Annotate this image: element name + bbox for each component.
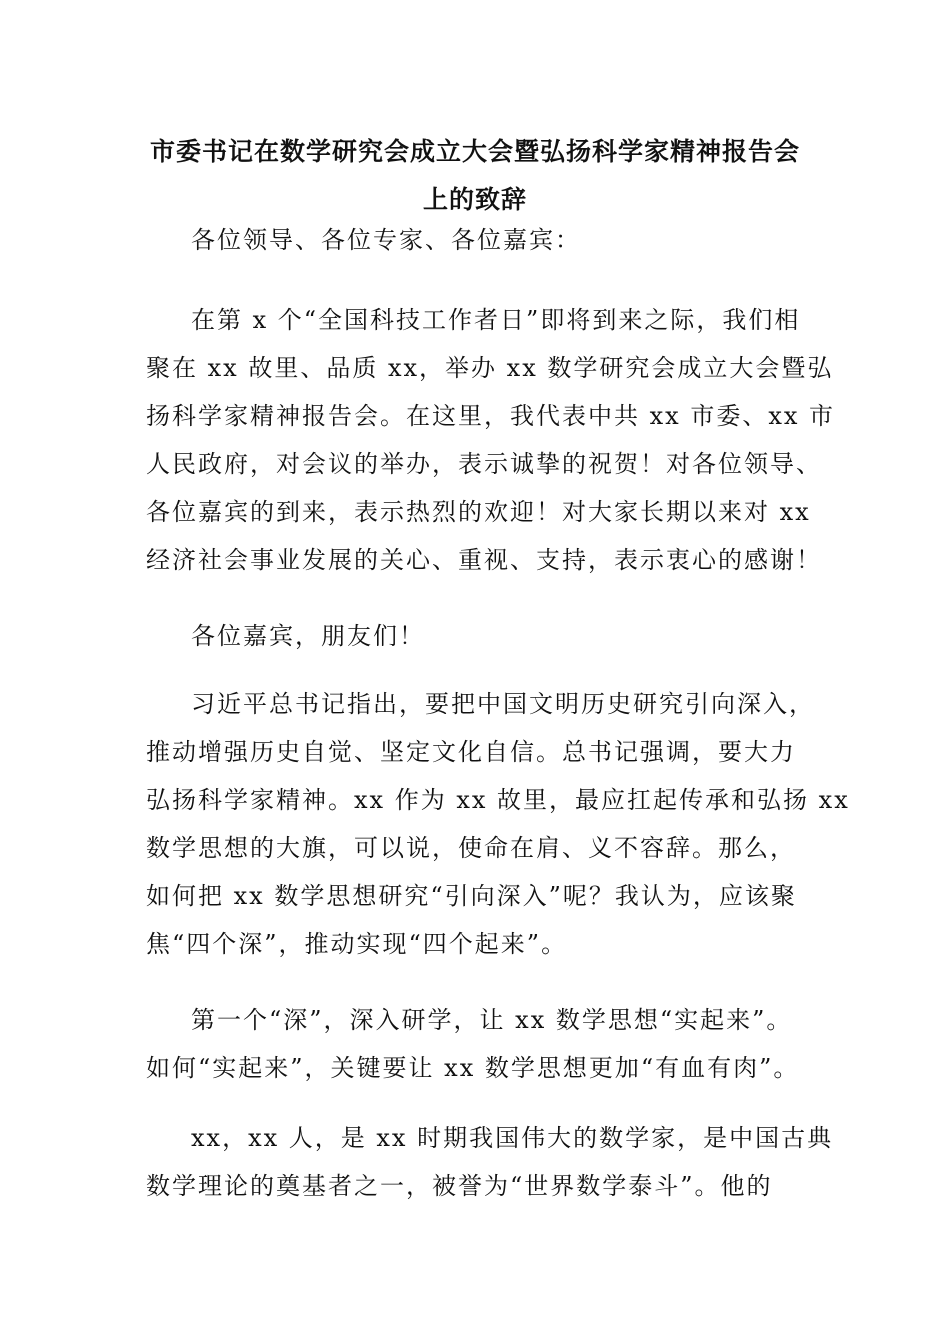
paragraph-greeting	[146, 612, 826, 660]
paragraph-line: 经济社会事业发展的关心、重视、支持，表示衷心的感谢！	[146, 546, 822, 574]
paragraph-line: 第一个“深”，深入研学，让 xx 数学思想“实起来”。	[191, 1006, 793, 1034]
paragraph-line: 习近平总书记指出，要把中国文明历史研究引向深入，	[191, 690, 815, 718]
document-title-line-1: 市委书记在数学研究会成立大会暨弘扬科学家精神报告会	[149, 137, 800, 166]
paragraph-biography	[146, 1114, 834, 1210]
paragraph-line: 数学理论的奠基者之一，被誉为“世界数学泰斗”。他的	[146, 1172, 773, 1200]
paragraph-line: 推动增强历史自觉、坚定文化自信。总书记强调，要大力	[146, 738, 796, 766]
paragraph-line: 数学思想的大旗，可以说，使命在肩、义不容辞。那么，	[146, 834, 796, 862]
paragraph-line: xx，xx 人，是 xx 时期我国伟大的数学家，是中国古典	[191, 1124, 834, 1152]
paragraph-line: 各位领导、各位专家、各位嘉宾：	[191, 226, 581, 254]
paragraph-line: 各位嘉宾的到来，表示热烈的欢迎！对大家长期以来对 xx	[146, 498, 811, 526]
paragraph-line: 人民政府，对会议的举办，表示诚挚的祝贺！对各位领导、	[146, 450, 822, 478]
paragraph-line: 如何“实起来”，关键要让 xx 数学思想更加“有血有肉”。	[146, 1054, 800, 1082]
paragraph-instruction	[146, 680, 850, 968]
paragraph-opening	[146, 296, 836, 584]
paragraph-line: 扬科学家精神报告会。在这里，我代表中共 xx 市委、xx 市	[146, 402, 836, 430]
paragraph-line: 弘扬科学家精神。xx 作为 xx 故里，最应扛起传承和弘扬 xx	[146, 786, 850, 814]
paragraph-line: 焦“四个深”，推动实现“四个起来”。	[146, 930, 568, 958]
document-title-line-2: 上的致辞	[422, 185, 527, 214]
paragraph-line: 各位嘉宾，朋友们！	[191, 622, 425, 650]
paragraph-line: 聚在 xx 故里、品质 xx，举办 xx 数学研究会成立大会暨弘	[146, 354, 834, 382]
paragraph-first-deep	[146, 996, 826, 1092]
paragraph-line: 如何把 xx 数学思想研究“引向深入”呢？我认为，应该聚	[146, 882, 797, 910]
paragraph-salutation	[146, 216, 826, 264]
paragraph-line: 在第 x 个“全国科技工作者日”即将到来之际，我们相	[191, 306, 801, 334]
